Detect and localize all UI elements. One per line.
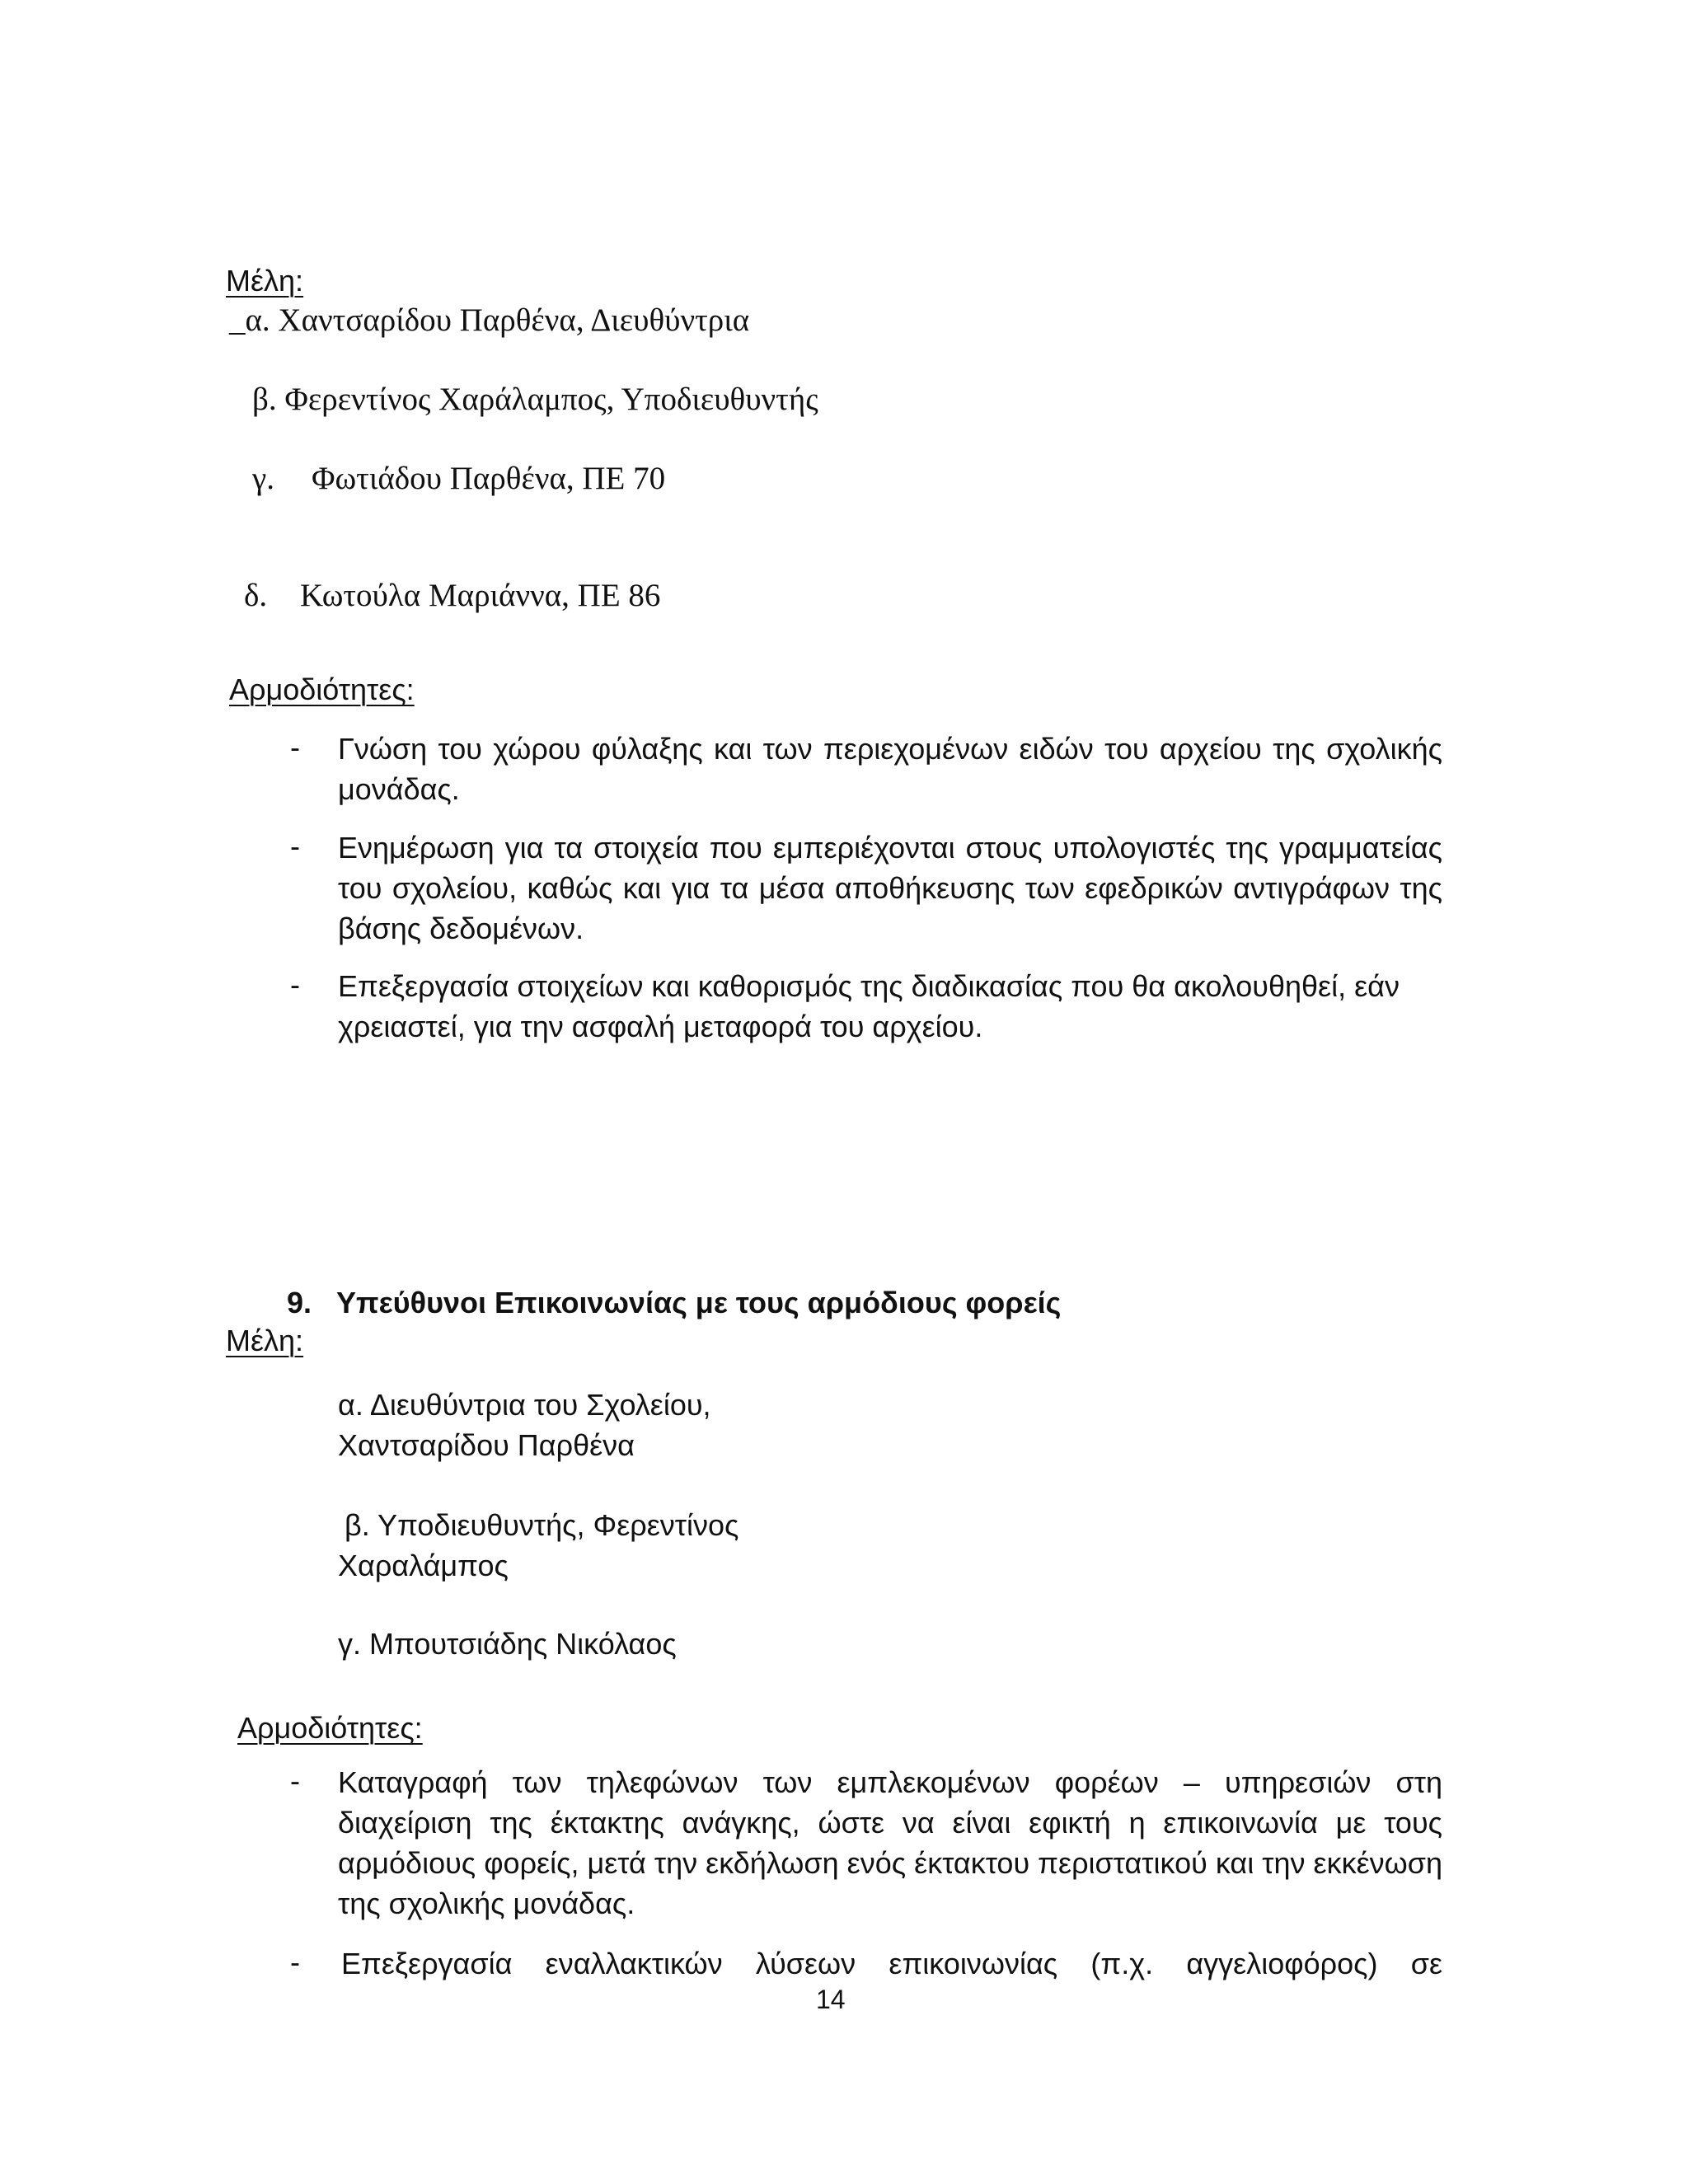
member-marker: γ. (252, 461, 274, 496)
section-number: 9. (287, 1286, 312, 1319)
member-line: α. Διευθύντρια του Σχολείου, (338, 1388, 711, 1422)
member-line: Χαντσαρίδου Παρθένα (338, 1428, 635, 1462)
member-line: _α. Χαντσαρίδου Παρθένα, Διευθύντρια (229, 302, 750, 338)
bullet-dash: - (290, 968, 300, 1001)
member-marker: δ. (244, 578, 268, 613)
bullet-dash: - (290, 730, 300, 764)
member-line: Φωτιάδου Παρθένα, ΠΕ 70 (312, 461, 666, 496)
duty-paragraph: Ενημέρωση για τα στοιχεία που εμπεριέχονται στους υπολογιστές της γραμματείας του σχολείου, καθώς και για τα μέσα αποθήκευσης των εφεδρικών αντιγράφων της βάσης δεδομένων. (338, 831, 1442, 945)
members-label: Μέλη: (226, 264, 304, 298)
member-line: β. Φερεντίνος Χαράλαμπος, Υποδιευθυντής (252, 382, 818, 417)
bullet-dash: - (290, 1945, 300, 1979)
duty-paragraph: Καταγραφή των τηλεφώνων των εμπλεκομένων φορέων – υπηρεσιών στη διαχείριση της έκτακτης ανάγκης, ώστε να είναι εφικτή η επικοινωνία με τους αρμόδιους φορείς, μετά την εκδήλωση ενός έκτακτου περιστατικού και την εκκένωση της σχολικής μονάδας. (338, 1765, 1442, 1920)
duties-label: Αρμοδιότητες: (237, 1711, 423, 1745)
duty-paragraph: Επεξεργασία εναλλακτικών λύσεων επικοινωνίας (π.χ. αγγελιοφόρος) σε (341, 1947, 1442, 1980)
duty-paragraph: Γνώση του χώρου φύλαξης και των περιεχομένων ειδών του αρχείου της σχολικής μονάδας. (338, 732, 1442, 806)
member-line: β. Υποδιευθυντής, Φερεντίνος (345, 1508, 739, 1542)
bullet-dash: - (290, 1764, 300, 1797)
bullet-dash: - (290, 829, 300, 863)
member-line: Χαραλάμπος (338, 1549, 509, 1582)
member-line: γ. Μπουτσιάδης Νικόλαος (338, 1627, 677, 1661)
member-block (338, 1624, 677, 1664)
member-block (338, 1385, 711, 1465)
page-number: 14 (816, 1985, 846, 2014)
duty-paragraph: Επεξεργασία στοιχείων και καθορισμός της διαδικασίας που θα ακολουθηθεί, εάν χρειαστεί, για την ασφαλή μεταφορά του αρχείου. (338, 969, 1400, 1043)
section-heading: Υπεύθυνοι Επικοινωνίας με τους αρμόδιους φορείς (336, 1286, 1062, 1319)
members-label: Μέλη: (226, 1324, 304, 1357)
duties-label: Αρμοδιότητες: (229, 673, 415, 706)
member-block (338, 1505, 738, 1586)
member-line: Κωτούλα Μαριάννα, ΠΕ 86 (300, 578, 661, 613)
